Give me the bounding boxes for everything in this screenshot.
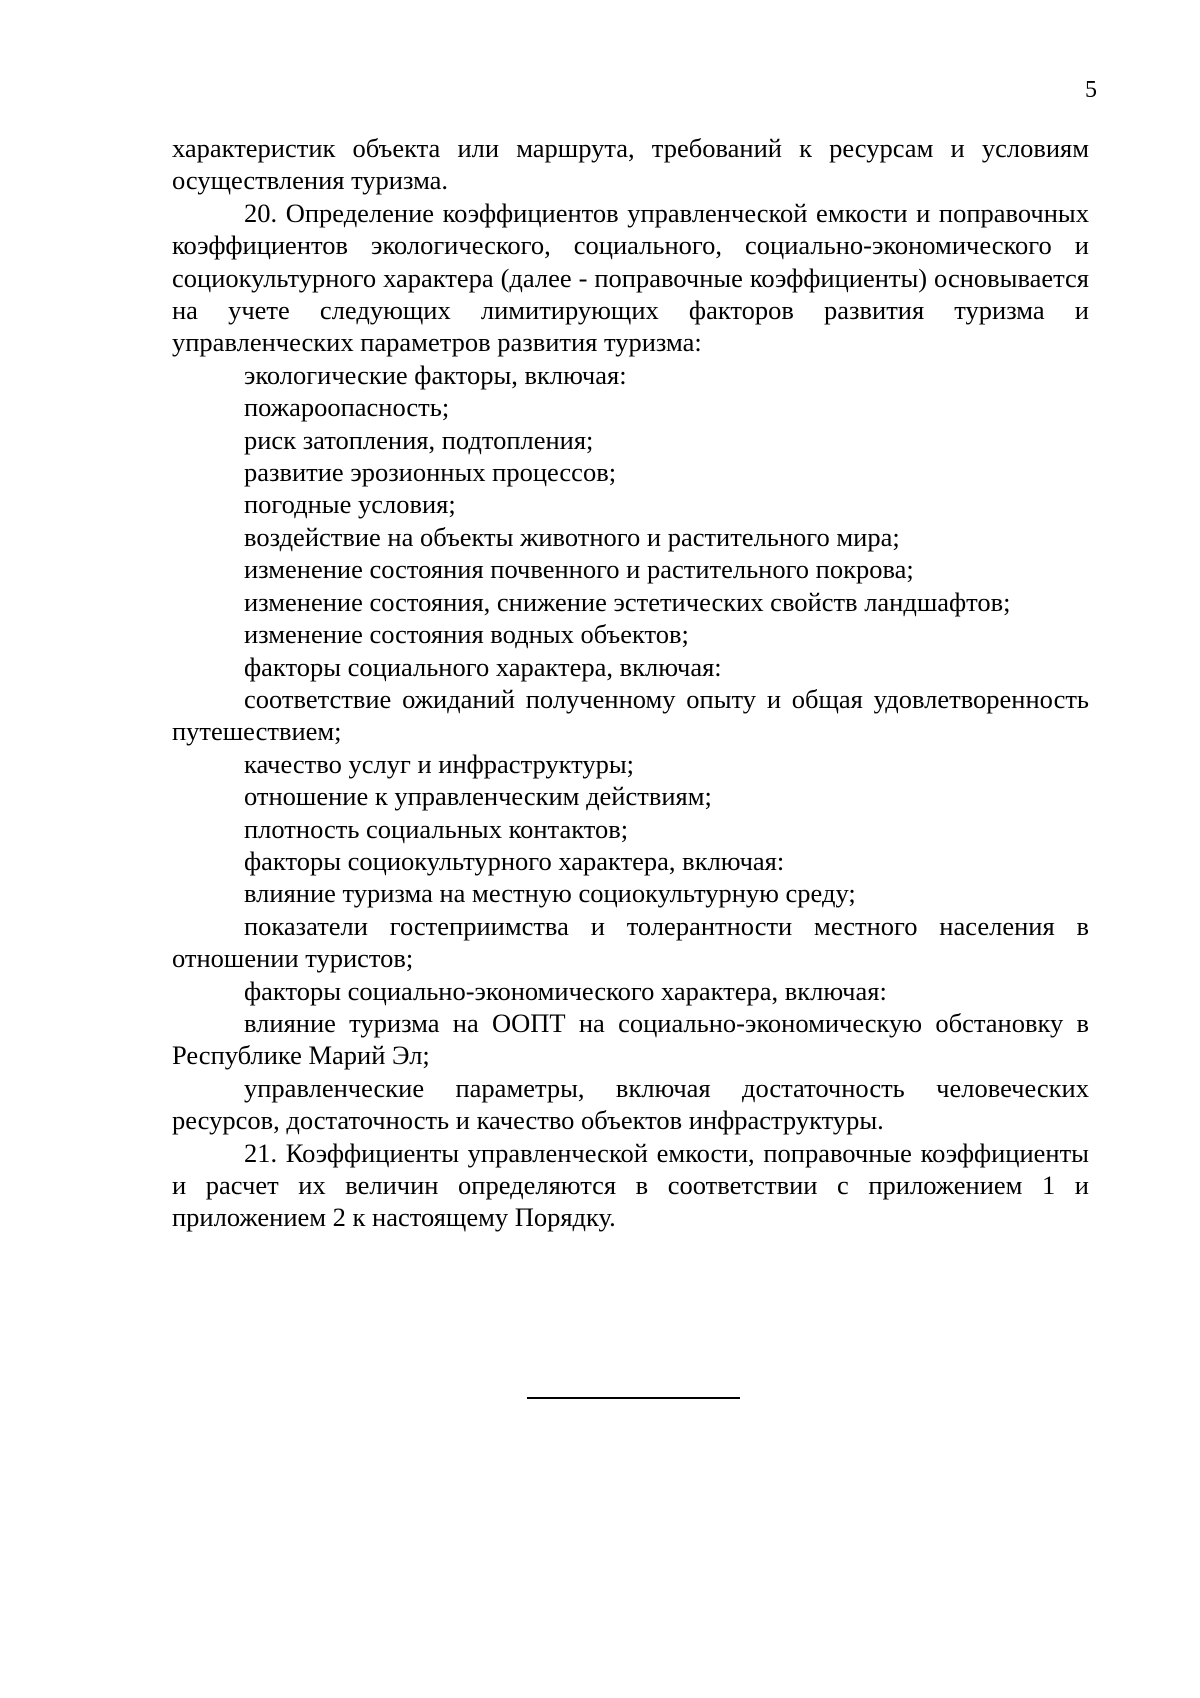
end-of-document-rule (527, 1397, 740, 1399)
list-item: управленческие параметры, включая достаточность человеческих ресурсов, достаточность и качество объектов инфраструктуры. (172, 1072, 1089, 1136)
list-item: изменение состояния водных объектов; (244, 619, 689, 650)
list-item: соответствие ожиданий полученному опыту и общая удовлетворенность путешествием; (172, 683, 1089, 747)
list-item: плотность социальных контактов; (244, 813, 629, 844)
list-item: риск затопления, подтопления; (244, 424, 594, 455)
paragraph-continuation: характеристик объекта или маршрута, требований к ресурсам и условиям осуществления туризма. (172, 133, 1089, 196)
list-item: изменение состояния почвенного и растительного покрова; (244, 554, 914, 585)
list-item: влияние туризма на ООПТ на социально-экономическую обстановку в Республике Марий Эл; (172, 1007, 1089, 1071)
list-heading-social: факторы социального характера, включая: (244, 651, 722, 682)
list-item: воздействие на объекты животного и растительного мира; (244, 521, 900, 552)
list-item: изменение состояния, снижение эстетических свойств ландшафтов; (244, 586, 1011, 617)
list-item: качество услуг и инфраструктуры; (244, 748, 635, 779)
list-item: погодные условия; (244, 489, 456, 520)
list-heading-sociocultural: факторы социокультурного характера, включая: (244, 845, 785, 876)
list-item: пожароопасность; (244, 392, 450, 423)
list-item: отношение к управленческим действиям; (244, 781, 712, 812)
paragraph-item-20: 20. Определение коэффициентов управленческой емкости и поправочных коэффициентов экологического, социального, социально-экономического и социокультурного характера (далее - поправочные коэффициенты) основывается на учете следующих лимитирующих факторов развития туризма и управленческих параметров развития туризма: (172, 197, 1089, 358)
body-text (172, 132, 1089, 1234)
paragraph-item-21: 21. Коэффициенты управленческой емкости, поправочные коэффициенты и расчет их величин определяются в соответствии с приложением 1 и приложением 2 к настоящему Порядку. (172, 1137, 1089, 1233)
list-item: влияние туризма на местную социокультурную среду; (244, 878, 856, 909)
list-item: развитие эрозионных процессов; (244, 457, 617, 488)
list-heading-ecological: экологические факторы, включая: (244, 359, 627, 390)
list-item: показатели гостеприимства и толерантности местного населения в отношении туристов; (172, 910, 1089, 974)
page-number: 5 (1085, 77, 1097, 103)
list-heading-socioeconomic: факторы социально-экономического характера, включая: (244, 975, 887, 1006)
